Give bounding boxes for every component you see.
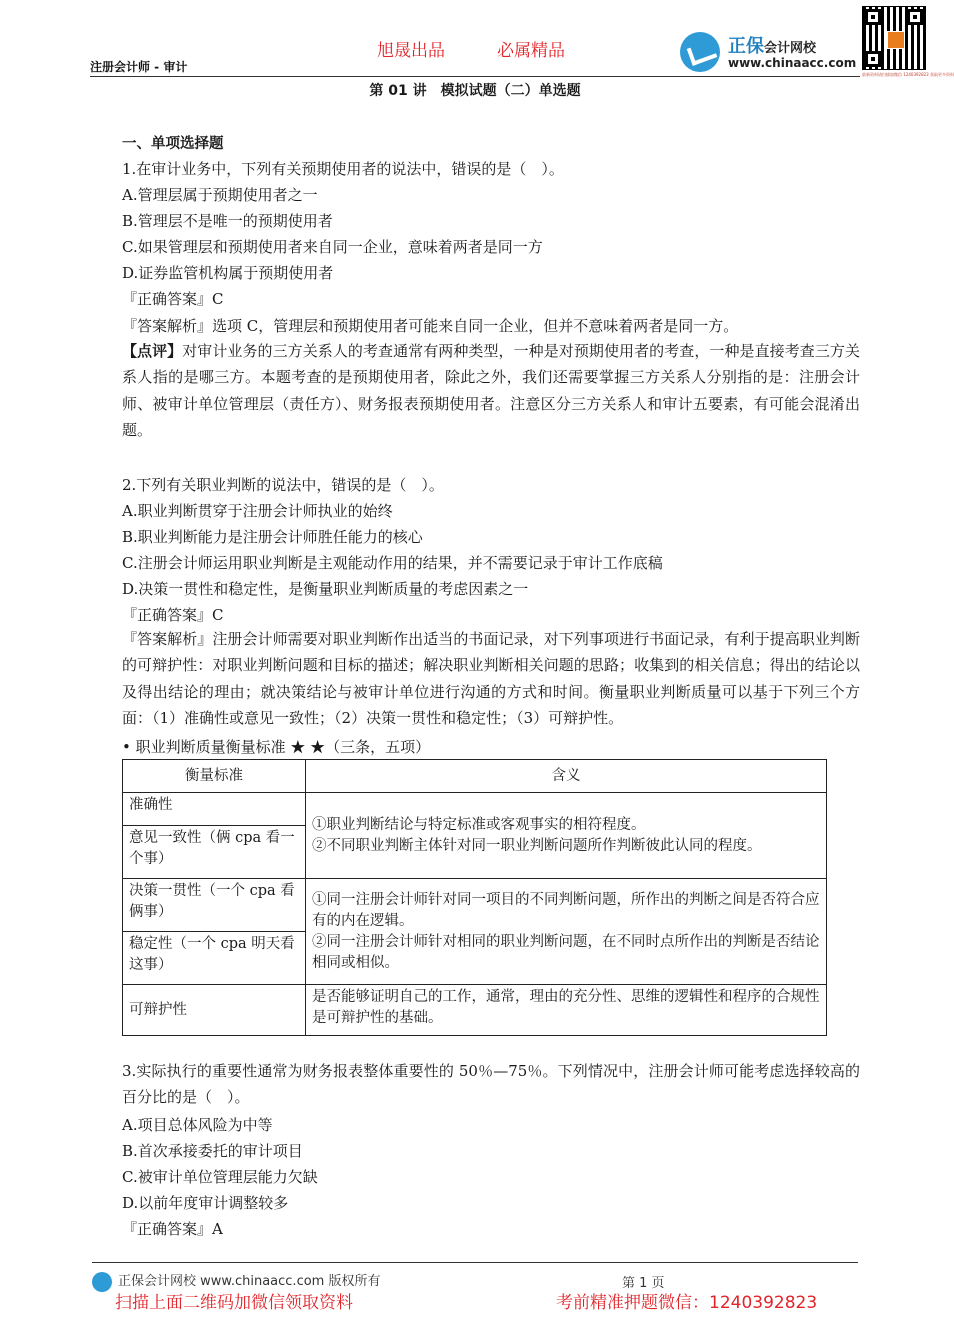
q1-option-a: A.管理层属于预期使用者之一: [122, 186, 318, 204]
table-header-meaning: 含义: [306, 760, 827, 793]
q3-option-a: A.项目总体风险为中等: [122, 1116, 273, 1134]
lecture-title: 第 01 讲 模拟试题（二）单选题: [369, 83, 581, 99]
footer-promo-right: 考前精准押题微信：1240392823: [556, 1293, 818, 1313]
q2-option-d: D.决策一贯性和稳定性，是衡量职业判断质量的考虑因素之一: [122, 580, 529, 598]
table-row-meaning: ①职业判断结论与特定标准或客观事实的相符程度。 ②不同职业判断主体针对同一职业判断问题所作判断彼此认同的程度。: [306, 793, 827, 879]
q1-option-c: C.如果管理层和预期使用者来自同一企业，意味着两者是同一方: [122, 238, 543, 256]
table-row-label: 可辩护性: [123, 985, 306, 1036]
header-promo-right: 必属精品: [497, 41, 565, 61]
table-row-label: 准确性: [123, 793, 306, 826]
q2-explanation: 『答案解析』注册会计师需要对职业判断作出适当的书面记录，对下列事项进行书面记录，有利于提高职业判断的可辩护性：对职业判断问题和目标的描述；解决职业判断相关问题的思路；收集到的相关信息；得出的结论以及得出结论的理由；就决策结论与被审计单位进行沟通的方式和时间。衡量职业判断质量可以基于下列三个方面：（1）准确性或意见一致性；（2）决策一贯性和稳定性；（3）可辩护性。: [122, 630, 860, 727]
page-number: 第 1 页: [622, 1276, 665, 1291]
q3-answer: 『正确答案』A: [122, 1220, 223, 1238]
section-heading: 一、单项选择题: [122, 136, 224, 152]
chinaacc-logo: [680, 30, 860, 74]
q2-option-a: A.职业判断贯穿于注册会计师执业的始终: [122, 502, 393, 520]
table-row-label: 稳定性（一个 cpa 明天看这事）: [123, 932, 306, 985]
header-promo-left: 旭晟出品: [377, 41, 445, 61]
q2-answer: 『正确答案』C: [122, 606, 224, 624]
header-divider: [90, 76, 860, 77]
q3-stem: 3.实际执行的重要性通常为财务报表整体重要性的 50％—75％。下列情况中，注册会计师可能考虑选择较高的百分比的是（ ）。: [122, 1062, 860, 1107]
q3-option-c: C.被审计单位管理层能力欠缺: [122, 1168, 318, 1186]
qr-caption: 最新资料请扫描加微信 1240392823 获取更多资料: [862, 72, 954, 77]
header-subject: 注册会计师 - 审计: [90, 60, 188, 74]
logo-mark-icon: [680, 32, 720, 72]
q1-explanation: 『答案解析』选项 C，管理层和预期使用者可能来自同一企业，但并不意味着两者是同一方。: [122, 317, 739, 335]
q1-option-d: D.证券监管机构属于预期使用者: [122, 264, 334, 282]
table-row-meaning: 是否能够证明自己的工作，通常，理由的充分性、思维的逻辑性和程序的合规性是可辩护性的基础。: [306, 985, 827, 1036]
q2-table-caption: • 职业判断质量衡量标准 ★ ★（三条，五项）: [122, 738, 431, 756]
q1-comment: 【点评】对审计业务的三方关系人的考查通常有两种类型，一种是对预期使用者的考查，一种是直接考查三方关系人指的是哪三方。本题考查的是预期使用者，除此之外，我们还需要掌握三方关系人分别指的是：注册会计师、被审计单位管理层（责任方）、财务报表预期使用者。注意区分三方关系人和审计五要素，有可能会混淆出题。: [122, 342, 860, 439]
qr-code-icon: [862, 6, 926, 70]
q2-option-c: C.注册会计师运用职业判断是主观能动作用的结果，并不需要记录于审计工作底稿: [122, 554, 663, 572]
q3-option-b: B.首次承接委托的审计项目: [122, 1142, 303, 1160]
footer-copyright: 正保会计网校 www.chinaacc.com 版权所有: [92, 1270, 380, 1292]
qr-code: [862, 6, 954, 88]
q2-stem: 2.下列有关职业判断的说法中，错误的是（ ）。: [122, 476, 444, 494]
q3-option-d: D.以前年度审计调整较多: [122, 1194, 289, 1212]
judgment-quality-table: [122, 759, 827, 1036]
q1-option-b: B.管理层不是唯一的预期使用者: [122, 212, 333, 230]
table-row-meaning: ①同一注册会计师针对同一项目的不同判断问题，所作出的判断之间是否符合应有的内在逻辑。 ②同一注册会计师针对相同的职业判断问题，在不同时点所作出的判断是否结论相同或相似。: [306, 879, 827, 985]
table-header-criterion: 衡量标准: [123, 760, 306, 793]
logo-name: 正保会计网校: [728, 36, 817, 57]
logo-url: www.chinaacc.com: [728, 56, 857, 70]
q1-stem: 1.在审计业务中，下列有关预期使用者的说法中，错误的是（ ）。: [122, 160, 564, 178]
q1-answer: 『正确答案』C: [122, 290, 224, 308]
q2-option-b: B.职业判断能力是注册会计师胜任能力的核心: [122, 528, 423, 546]
footer-divider: [92, 1262, 858, 1263]
footer-logo-icon: [92, 1272, 112, 1292]
table-row-label: 决策一贯性（一个 cpa 看俩事）: [123, 879, 306, 932]
footer-promo-left: 扫描上面二维码加微信领取资料: [115, 1293, 353, 1313]
table-row-label: 意见一致性（俩 cpa 看一个事）: [123, 826, 306, 879]
